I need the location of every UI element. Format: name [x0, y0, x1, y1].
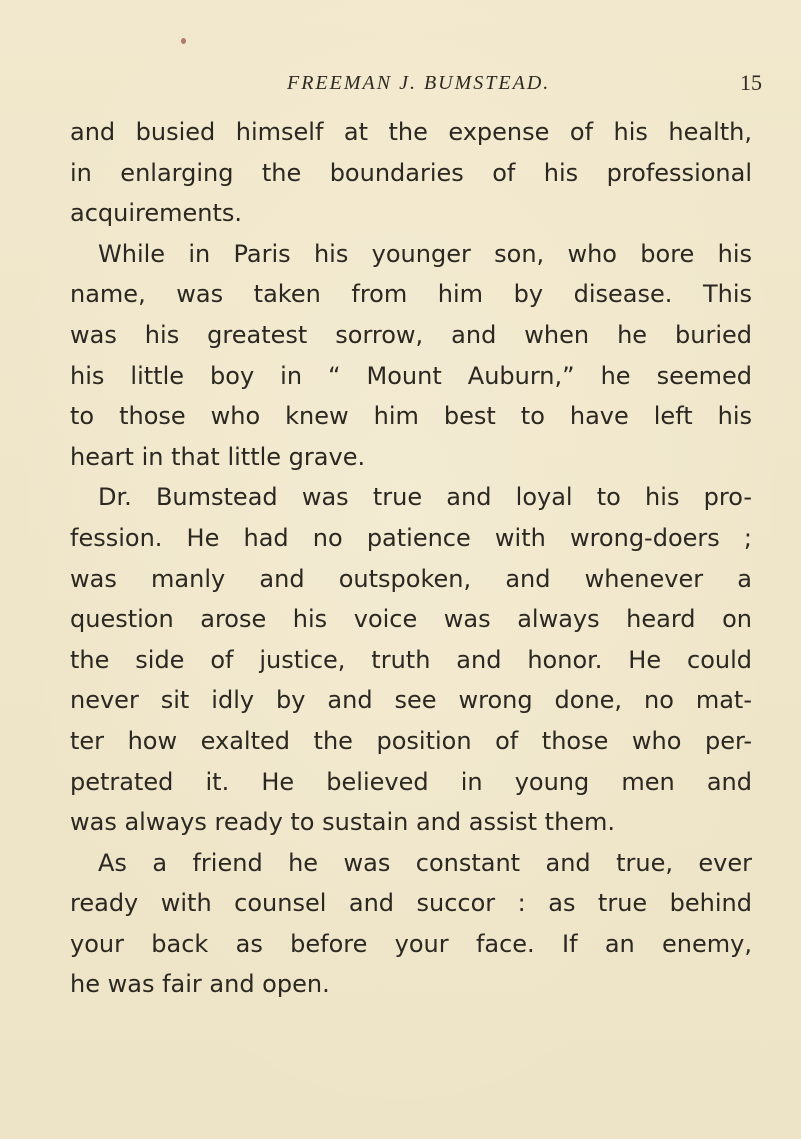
paragraph-start-line: While in Paris his younger son, who bore his — [98, 239, 752, 268]
text-line: name, was taken from him by disease. This — [70, 280, 752, 309]
text-line: ter how exalted the position of those who per- — [70, 726, 752, 755]
text-line: to those who knew him best to have left his — [70, 402, 752, 431]
text-line: petrated it. He believed in young men and — [70, 767, 752, 796]
page-number: 15 — [740, 70, 762, 95]
paragraph-start-line: Dr. Bumstead was true and loyal to his pro- — [98, 483, 752, 512]
text-line: question arose his voice was always heard on — [70, 605, 752, 634]
text-line: the side of justice, truth and honor. He could — [70, 645, 752, 674]
text-line: fession. He had no patience with wrong-doers ; — [70, 523, 752, 552]
paragraph-start-line: As a friend he was constant and true, ever — [98, 848, 752, 877]
text-line: acquirements. — [70, 199, 243, 228]
text-line: heart in that little grave. — [70, 442, 366, 471]
text-line: was always ready to sustain and assist them. — [70, 808, 616, 837]
text-line: was manly and outspoken, and whenever a — [70, 564, 752, 593]
text-line: his little boy in “ Mount Auburn,” he seemed — [70, 361, 752, 390]
text-line: he was fair and open. — [70, 970, 330, 999]
text-line: ready with counsel and succor : as true behind — [70, 889, 752, 918]
body-text — [70, 112, 752, 1005]
text-line: in enlarging the boundaries of his professional — [70, 158, 752, 187]
text-line: never sit idly by and see wrong done, no mat- — [70, 686, 752, 715]
text-line: and busied himself at the expense of his health, — [70, 118, 752, 146]
text-line: was his greatest sorrow, and when he buried — [70, 320, 752, 349]
ink-speck — [181, 38, 186, 44]
text-line: your back as before your face. If an enemy, — [70, 929, 752, 958]
running-title: FREEMAN J. BUMSTEAD. — [287, 72, 551, 94]
